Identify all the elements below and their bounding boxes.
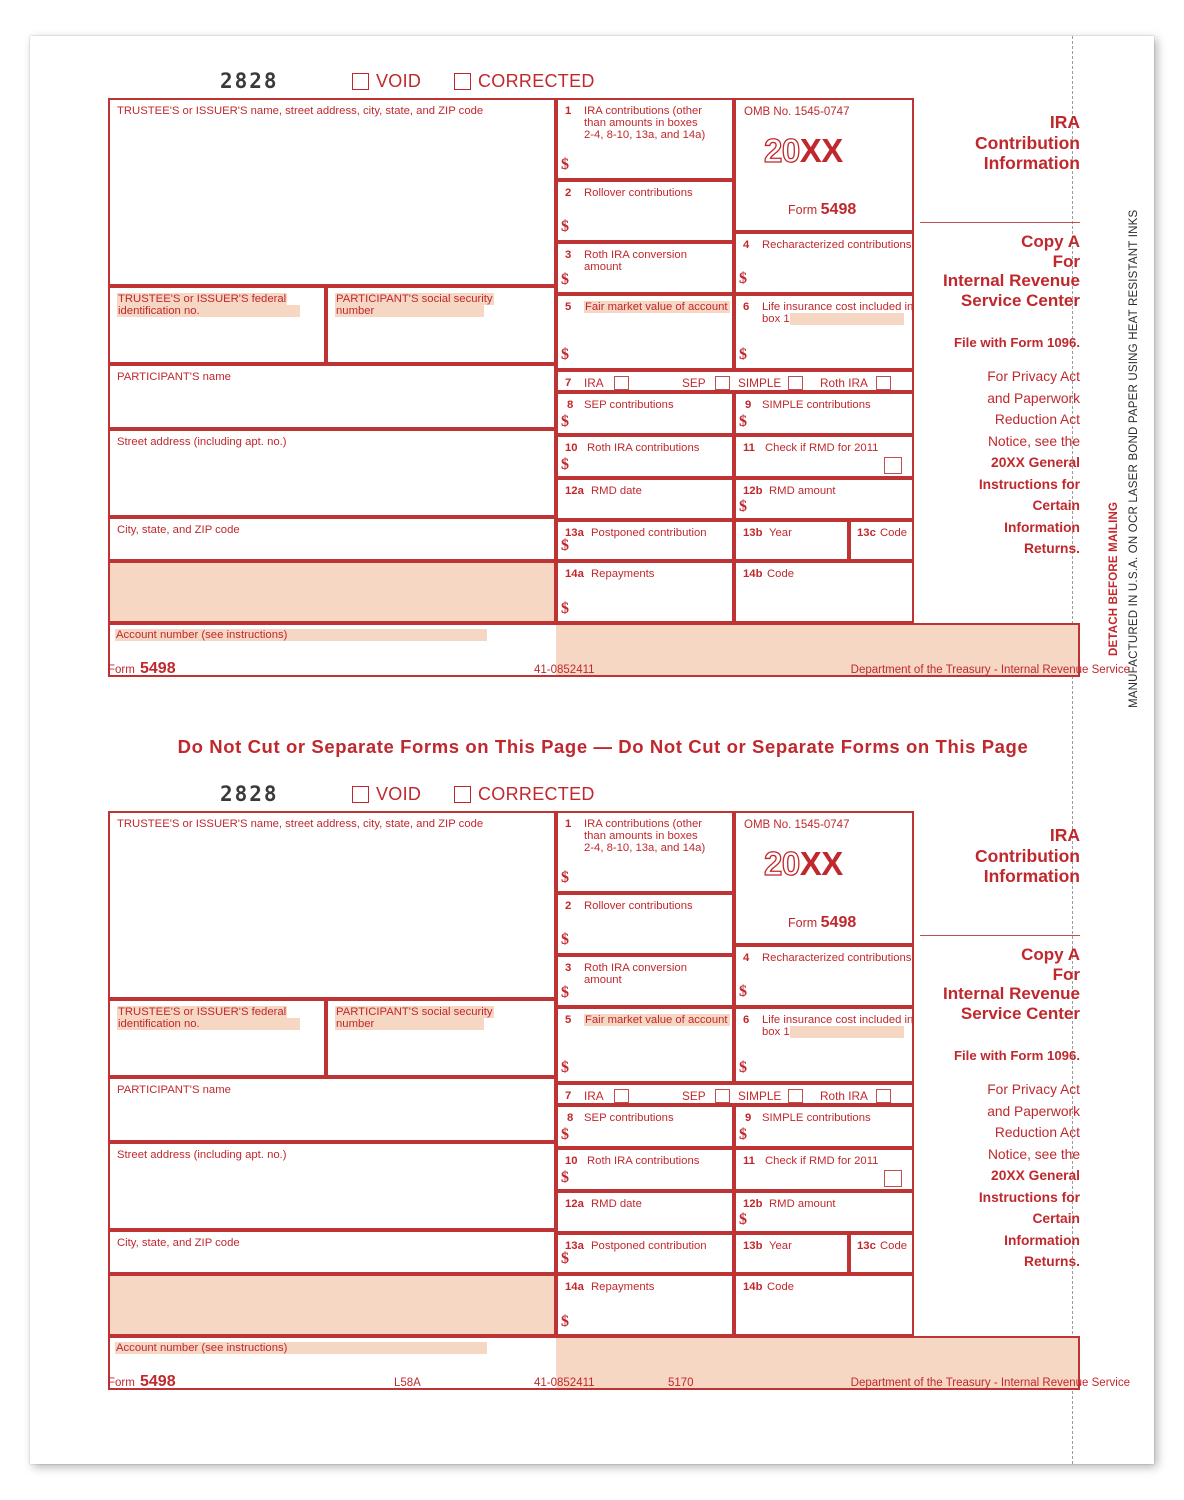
trustee-tin-label-line1-bottom: TRUSTEE'S or ISSUER'S federal xyxy=(118,1006,287,1018)
privacy-line1: For Privacy Act xyxy=(987,369,1080,384)
ocr-control-number: 2828 xyxy=(220,69,279,93)
box-7-ira-checkbox-bottom[interactable] xyxy=(614,1089,629,1103)
participant-ssn-label-line2-bottom: number xyxy=(335,1018,484,1030)
box-2-label-bottom: Rollover contributions xyxy=(584,900,693,912)
box-7-account-type xyxy=(556,370,914,392)
tax-year-display-bottom xyxy=(764,845,843,883)
footer-form-word-bottom: Form xyxy=(108,1377,135,1389)
participant-ssn-field-bottom[interactable] xyxy=(326,999,556,1077)
box-8-dollar-sign: $ xyxy=(561,413,569,430)
box-7-sep-checkbox[interactable] xyxy=(715,376,730,390)
box-14b-label: Code xyxy=(767,568,795,580)
box-6-label-line2-bottom: box 1 xyxy=(762,1026,904,1038)
privacy-line4: Notice, see the xyxy=(987,433,1080,449)
privacy-line6-bottom: Instructions for xyxy=(978,1189,1080,1205)
box-1-dollar-sign: $ xyxy=(561,156,569,173)
box-5-number-bottom: 5 xyxy=(565,1014,572,1026)
box-14a-label: Repayments xyxy=(591,568,655,580)
box-7-simple-label: SIMPLE xyxy=(738,376,782,390)
account-number-label: Account number (see instructions) xyxy=(115,629,487,641)
box-12b-rmd-amount[interactable] xyxy=(734,478,914,520)
box-13a-dollar-sign-bottom: $ xyxy=(561,1250,569,1267)
file-with-1096-text-bottom: File with Form 1096. xyxy=(953,1048,1080,1063)
box-10-number-bottom: 10 xyxy=(565,1155,578,1167)
box-13b-number-bottom: 13b xyxy=(743,1240,763,1252)
trustee-tin-field-bottom[interactable] xyxy=(108,999,326,1077)
privacy-line9-bottom: Returns. xyxy=(1024,1254,1080,1269)
box-2-label: Rollover contributions xyxy=(584,187,693,199)
box-7-simple-label-bottom: SIMPLE xyxy=(738,1089,782,1103)
box-6-label-line2: box 1 xyxy=(762,313,904,325)
corrected-label-bottom: CORRECTED xyxy=(478,784,595,804)
box-9-label: SIMPLE contributions xyxy=(762,399,871,411)
box-5-fair-market-value[interactable] xyxy=(556,294,734,370)
box-9-simple-contributions-bottom[interactable] xyxy=(734,1105,914,1148)
footer-form-number-bottom: 5498 xyxy=(140,1373,176,1390)
box-11-number: 11 xyxy=(743,442,755,454)
participant-name-field-bottom[interactable] xyxy=(108,1077,556,1142)
privacy-line6: Instructions for xyxy=(978,476,1080,492)
box-7-sep-label-bottom: SEP xyxy=(682,1089,706,1103)
omb-number-label-bottom: OMB No. 1545-0747 xyxy=(744,819,850,831)
footer-agency-top: Department of the Treasury - Internal Revenue Service xyxy=(850,664,1130,676)
box-11-check-if-rmd[interactable] xyxy=(734,435,914,478)
box-13a-label: Postponed contribution xyxy=(591,527,707,539)
box-10-dollar-sign-bottom: $ xyxy=(561,1169,569,1186)
box-7-roth-ira-label-bottom: Roth IRA xyxy=(820,1089,868,1103)
participant-name-label: PARTICIPANT'S name xyxy=(117,371,231,383)
footer-form-number-top: 5498 xyxy=(140,660,176,677)
privacy-line4-bottom: Notice, see the xyxy=(987,1146,1080,1162)
box-6-label-line1: Life insurance cost included in xyxy=(762,301,914,313)
box-14a-repayments[interactable] xyxy=(556,561,734,623)
box-7-sep-label: SEP xyxy=(682,376,706,390)
box-7-ira-label: IRA xyxy=(584,376,604,390)
copy-a-line2: For xyxy=(1052,251,1080,271)
trustee-tin-label-line1: TRUSTEE'S or ISSUER'S federal xyxy=(118,293,287,305)
form-footer-top xyxy=(108,662,1130,682)
box-14a-dollar-sign-bottom: $ xyxy=(561,1313,569,1330)
copy-a-line3-bottom: Internal Revenue xyxy=(943,984,1080,1003)
form-title-line1-bottom: IRA xyxy=(1049,825,1080,845)
copy-a-divider-bottom xyxy=(920,935,1080,936)
box-13a-dollar-sign: $ xyxy=(561,537,569,554)
form-grid-top xyxy=(108,98,1130,656)
box-12b-label-bottom: RMD amount xyxy=(769,1198,836,1210)
void-checkbox[interactable] xyxy=(352,73,369,90)
box-7-simple-checkbox-bottom[interactable] xyxy=(788,1089,803,1103)
street-address-label: Street address (including apt. no.) xyxy=(117,436,287,448)
form-footer-bottom xyxy=(108,1375,1130,1395)
box-12b-dollar-sign: $ xyxy=(739,498,747,515)
box-1-label-line3-bottom: 2-4, 8-10, 13a, and 14a) xyxy=(584,842,706,854)
trustee-tin-label-line2: identification no. xyxy=(117,305,300,317)
city-state-zip-label-bottom: City, state, and ZIP code xyxy=(117,1237,240,1249)
omb-year-box xyxy=(734,98,914,232)
box-10-roth-ira-contributions[interactable] xyxy=(556,435,734,478)
street-address-field-bottom[interactable] xyxy=(108,1142,556,1230)
box-13b-year-bottom[interactable] xyxy=(734,1233,849,1274)
box-12b-number: 12b xyxy=(743,485,763,497)
trustee-tin-label-line2-bottom: identification no. xyxy=(117,1018,300,1030)
box-9-label-bottom: SIMPLE contributions xyxy=(762,1112,871,1124)
privacy-line5: 20XX General xyxy=(991,455,1080,470)
box-11-label-bottom: Check if RMD for 2011 xyxy=(765,1155,879,1167)
box-9-number: 9 xyxy=(745,399,752,411)
box-1-label-line3: 2-4, 8-10, 13a, and 14a) xyxy=(584,129,706,141)
privacy-line8: Information xyxy=(1004,519,1080,535)
copy-a-line3: Internal Revenue xyxy=(943,271,1080,290)
box-1-label-line1-bottom: IRA contributions (other xyxy=(584,818,703,830)
footer-catalog-bottom: L58A xyxy=(394,1377,421,1389)
box-13a-number: 13a xyxy=(565,527,584,539)
box-8-label-bottom: SEP contributions xyxy=(584,1112,674,1124)
box-2-rollover-contributions[interactable] xyxy=(556,180,734,242)
box-4-dollar-sign: $ xyxy=(739,270,747,287)
box-13a-number-bottom: 13a xyxy=(565,1240,584,1252)
tax-year-suffix-bottom: XX xyxy=(799,845,843,882)
box-2-rollover-contributions-bottom[interactable] xyxy=(556,893,734,955)
footer-agency-bottom: Department of the Treasury - Internal Revenue Service xyxy=(850,1377,1130,1389)
box-1-number-bottom: 1 xyxy=(565,818,572,830)
void-label-bottom: VOID xyxy=(376,784,422,804)
file-with-1096-text: File with Form 1096. xyxy=(953,335,1080,350)
box-11-number-bottom: 11 xyxy=(743,1155,755,1167)
box-13a-label-bottom: Postponed contribution xyxy=(591,1240,707,1252)
box-14a-number: 14a xyxy=(565,568,584,580)
box-13b-number: 13b xyxy=(743,527,763,539)
street-address-field[interactable] xyxy=(108,429,556,517)
box-13c-code-bottom[interactable] xyxy=(849,1233,914,1274)
box-13c-code[interactable] xyxy=(849,520,914,561)
account-number-label-bottom: Account number (see instructions) xyxy=(115,1342,487,1354)
box-3-roth-conversion-bottom[interactable] xyxy=(556,955,734,1007)
form-title-line3-bottom: Information xyxy=(983,866,1080,886)
box-7-roth-ira-checkbox-bottom[interactable] xyxy=(876,1089,891,1103)
box-5-number: 5 xyxy=(565,301,572,313)
box-4-dollar-sign-bottom: $ xyxy=(739,983,747,1000)
form-word-bottom: Form xyxy=(788,916,818,930)
form-designation-bottom xyxy=(788,914,857,931)
box-5-dollar-sign: $ xyxy=(561,346,569,363)
copy-a-line1-bottom: Copy A xyxy=(1021,945,1080,964)
box-1-ira-contributions[interactable] xyxy=(556,98,734,180)
street-address-label-bottom: Street address (including apt. no.) xyxy=(117,1149,287,1161)
form-number: 5498 xyxy=(820,201,857,218)
box-6-label-line1-bottom: Life insurance cost included in xyxy=(762,1014,914,1026)
box-9-dollar-sign-bottom: $ xyxy=(739,1126,747,1143)
trustee-name-field-bottom[interactable] xyxy=(108,811,556,999)
box-14a-repayments-bottom[interactable] xyxy=(556,1274,734,1336)
box-8-dollar-sign-bottom: $ xyxy=(561,1126,569,1143)
box-3-dollar-sign-bottom: $ xyxy=(561,984,569,1001)
form-title-block-bottom xyxy=(920,825,1080,887)
privacy-line7-bottom: Certain xyxy=(1032,1211,1080,1226)
box-5-label: Fair market value of account xyxy=(585,301,728,313)
box-12a-number: 12a xyxy=(565,485,584,497)
box-14b-code-bottom[interactable] xyxy=(734,1274,914,1336)
box-13a-postponed-contribution[interactable] xyxy=(556,520,734,561)
footer-form-word-top: Form xyxy=(108,664,135,676)
tax-year-display xyxy=(764,132,843,170)
footer-code-bottom: 5170 xyxy=(668,1377,694,1389)
city-state-zip-field[interactable] xyxy=(108,517,556,561)
box-2-dollar-sign: $ xyxy=(561,218,569,235)
privacy-line2: and Paperwork xyxy=(987,390,1080,406)
left-shaded-block-bottom xyxy=(108,1274,556,1336)
detach-before-mailing-text: DETACH BEFORE MAILING xyxy=(1108,501,1120,656)
box-7-number-bottom: 7 xyxy=(565,1090,572,1102)
void-label: VOID xyxy=(376,71,422,91)
box-12b-label: RMD amount xyxy=(769,485,836,497)
form-designation-top xyxy=(788,201,857,218)
box-11-rmd-checkbox[interactable] xyxy=(884,457,902,474)
box-12b-rmd-amount-bottom[interactable] xyxy=(734,1191,914,1233)
box-4-recharacterized-bottom[interactable] xyxy=(734,945,914,1007)
form-header-row-bottom xyxy=(30,781,1072,811)
tax-year-prefix-bottom: 20 xyxy=(764,845,800,882)
box-10-label-bottom: Roth IRA contributions xyxy=(587,1155,700,1167)
box-6-life-insurance-cost-bottom[interactable] xyxy=(734,1007,914,1083)
box-6-life-insurance-cost[interactable] xyxy=(734,294,914,370)
privacy-line8-bottom: Information xyxy=(1004,1232,1080,1248)
box-3-dollar-sign: $ xyxy=(561,271,569,288)
participant-ssn-label-line1: PARTICIPANT'S social security xyxy=(336,293,493,305)
box-8-sep-contributions-bottom[interactable] xyxy=(556,1105,734,1148)
box-13c-number: 13c xyxy=(857,527,876,539)
box-11-check-if-rmd-bottom[interactable] xyxy=(734,1148,914,1191)
footer-ein-bottom: 41-0852411 xyxy=(534,1377,595,1389)
box-3-number: 3 xyxy=(565,249,572,261)
box-12a-label: RMD date xyxy=(591,485,642,497)
box-14b-number-bottom: 14b xyxy=(743,1281,763,1293)
participant-name-field[interactable] xyxy=(108,364,556,429)
form-word: Form xyxy=(788,203,818,217)
box-6-dollar-sign-bottom: $ xyxy=(739,1059,747,1076)
void-checkbox-bottom[interactable] xyxy=(352,786,369,803)
box-9-simple-contributions[interactable] xyxy=(734,392,914,435)
box-13a-postponed-contribution-bottom[interactable] xyxy=(556,1233,734,1274)
trustee-name-label-bottom: TRUSTEE'S or ISSUER'S name, street address, city, state, and ZIP code xyxy=(117,818,484,830)
box-8-label: SEP contributions xyxy=(584,399,674,411)
privacy-line2-bottom: and Paperwork xyxy=(987,1103,1080,1119)
privacy-line1-bottom: For Privacy Act xyxy=(987,1082,1080,1097)
trustee-name-label: TRUSTEE'S or ISSUER'S name, street address, city, state, and ZIP code xyxy=(117,105,484,117)
box-7-ira-label-bottom: IRA xyxy=(584,1089,604,1103)
box-4-label: Recharacterized contributions xyxy=(762,239,912,251)
box-10-roth-ira-contributions-bottom[interactable] xyxy=(556,1148,734,1191)
do-not-cut-banner: Do Not Cut or Separate Forms on This Page — Do Not Cut or Separate Forms on This Page xyxy=(177,736,1029,757)
box-1-label-line1: IRA contributions (other xyxy=(584,105,703,117)
box-10-label: Roth IRA contributions xyxy=(587,442,700,454)
box-8-number-bottom: 8 xyxy=(567,1112,574,1124)
box-5-dollar-sign-bottom: $ xyxy=(561,1059,569,1076)
box-13b-year[interactable] xyxy=(734,520,849,561)
form-title-line2-bottom: Contribution xyxy=(975,845,1080,866)
participant-ssn-label-line2: number xyxy=(335,305,484,317)
box-7-account-type-bottom xyxy=(556,1083,914,1105)
box-1-dollar-sign-bottom: $ xyxy=(561,869,569,886)
box-2-number: 2 xyxy=(565,187,572,199)
box-12a-rmd-date[interactable] xyxy=(556,478,734,520)
box-3-label-line1: Roth IRA conversion xyxy=(584,249,687,261)
box-5-label-bottom: Fair market value of account xyxy=(585,1014,728,1026)
participant-ssn-field[interactable] xyxy=(326,286,556,364)
box-4-recharacterized[interactable] xyxy=(734,232,914,294)
box-7-simple-checkbox[interactable] xyxy=(788,376,803,390)
copy-a-line2-bottom: For xyxy=(1052,964,1080,984)
box-6-number: 6 xyxy=(743,301,750,313)
box-8-sep-contributions[interactable] xyxy=(556,392,734,435)
box-6-number-bottom: 6 xyxy=(743,1014,750,1026)
box-14a-label-bottom: Repayments xyxy=(591,1281,655,1293)
box-14b-label-bottom: Code xyxy=(767,1281,795,1293)
form-sheet xyxy=(30,36,1154,1464)
omb-year-box-bottom xyxy=(734,811,914,945)
form-title-line1: IRA xyxy=(1049,112,1080,132)
tax-year-prefix: 20 xyxy=(764,132,800,169)
trustee-name-field[interactable] xyxy=(108,98,556,286)
box-3-roth-conversion[interactable] xyxy=(556,242,734,294)
box-12a-rmd-date-bottom[interactable] xyxy=(556,1191,734,1233)
copy-a-line4: Service Center xyxy=(960,290,1080,310)
privacy-line9: Returns. xyxy=(1024,541,1080,556)
box-8-number: 8 xyxy=(567,399,574,411)
city-state-zip-field-bottom[interactable] xyxy=(108,1230,556,1274)
copy-a-block-bottom xyxy=(920,945,1080,1023)
form-grid-bottom xyxy=(108,811,1130,1369)
box-1-ira-contributions-bottom[interactable] xyxy=(556,811,734,893)
privacy-line7: Certain xyxy=(1032,498,1080,513)
box-14a-number-bottom: 14a xyxy=(565,1281,584,1293)
trustee-tin-field[interactable] xyxy=(108,286,326,364)
privacy-line3-bottom: Reduction Act xyxy=(994,1125,1080,1140)
tax-year-suffix: XX xyxy=(799,132,843,169)
box-7-roth-ira-checkbox[interactable] xyxy=(876,376,891,390)
box-6-dollar-sign: $ xyxy=(739,346,747,363)
box-7-number: 7 xyxy=(565,377,572,389)
form-number-bottom: 5498 xyxy=(820,914,857,931)
omb-number-label: OMB No. 1545-0747 xyxy=(744,106,850,118)
form-title-line2: Contribution xyxy=(975,132,1080,153)
box-9-dollar-sign: $ xyxy=(739,413,747,430)
box-4-label-bottom: Recharacterized contributions xyxy=(762,952,912,964)
box-12b-number-bottom: 12b xyxy=(743,1198,763,1210)
box-3-number-bottom: 3 xyxy=(565,962,572,974)
ocr-control-number-bottom: 2828 xyxy=(220,782,279,806)
footer-ein-top: 41-0852411 xyxy=(534,664,595,676)
box-14a-dollar-sign: $ xyxy=(561,600,569,617)
box-1-label-line2: than amounts in boxes xyxy=(584,117,698,129)
box-13b-label: Year xyxy=(769,527,792,539)
box-11-label: Check if RMD for 2011 xyxy=(765,442,879,454)
form-title-block xyxy=(920,112,1080,174)
box-7-ira-checkbox[interactable] xyxy=(614,376,629,390)
participant-name-label-bottom: PARTICIPANT'S name xyxy=(117,1084,231,1096)
box-4-number-bottom: 4 xyxy=(743,952,750,964)
participant-ssn-label-line1-bottom: PARTICIPANT'S social security xyxy=(336,1006,493,1018)
box-13b-label-bottom: Year xyxy=(769,1240,792,1252)
box-14b-code[interactable] xyxy=(734,561,914,623)
privacy-act-notice-block-bottom xyxy=(910,1079,1080,1273)
box-10-dollar-sign: $ xyxy=(561,456,569,473)
box-2-dollar-sign-bottom: $ xyxy=(561,931,569,948)
box-14b-number: 14b xyxy=(743,568,763,580)
city-state-zip-label: City, state, and ZIP code xyxy=(117,524,240,536)
box-2-number-bottom: 2 xyxy=(565,900,572,912)
box-9-number-bottom: 9 xyxy=(745,1112,752,1124)
box-13c-number-bottom: 13c xyxy=(857,1240,876,1252)
box-3-label-line2: amount xyxy=(584,261,622,273)
privacy-line3: Reduction Act xyxy=(994,412,1080,427)
corrected-checkbox-bottom[interactable] xyxy=(454,786,471,803)
left-shaded-block xyxy=(108,561,556,623)
form-5498-copy-a-bottom xyxy=(30,781,1130,1395)
box-13c-label: Code xyxy=(880,527,908,539)
corrected-label: CORRECTED xyxy=(478,71,595,91)
form-title-line3: Information xyxy=(983,153,1080,173)
box-12a-number-bottom: 12a xyxy=(565,1198,584,1210)
copy-a-line1: Copy A xyxy=(1021,232,1080,251)
box-3-label-line2-bottom: amount xyxy=(584,974,622,986)
box-7-roth-ira-label: Roth IRA xyxy=(820,376,868,390)
box-4-number: 4 xyxy=(743,239,750,251)
box-7-sep-checkbox-bottom[interactable] xyxy=(715,1089,730,1103)
form-header-row-top xyxy=(30,68,1072,98)
box-11-rmd-checkbox-bottom[interactable] xyxy=(884,1170,902,1187)
box-12b-dollar-sign-bottom: $ xyxy=(739,1211,747,1228)
box-13c-label-bottom: Code xyxy=(880,1240,908,1252)
corrected-checkbox[interactable] xyxy=(454,73,471,90)
box-1-number: 1 xyxy=(565,105,572,117)
box-10-number: 10 xyxy=(565,442,578,454)
privacy-act-notice-block xyxy=(910,366,1080,560)
privacy-line5-bottom: 20XX General xyxy=(991,1168,1080,1183)
manufactured-note-text: MANUFACTURED IN U.S.A. ON OCR LASER BOND PAPER USING HEAT RESISTANT INKS xyxy=(1128,209,1140,708)
copy-a-line4-bottom: Service Center xyxy=(960,1003,1080,1023)
box-3-label-line1-bottom: Roth IRA conversion xyxy=(584,962,687,974)
box-5-fair-market-value-bottom[interactable] xyxy=(556,1007,734,1083)
copy-a-block xyxy=(920,232,1080,310)
box-12a-label-bottom: RMD date xyxy=(591,1198,642,1210)
box-1-label-line2-bottom: than amounts in boxes xyxy=(584,830,698,842)
copy-a-divider xyxy=(920,222,1080,223)
